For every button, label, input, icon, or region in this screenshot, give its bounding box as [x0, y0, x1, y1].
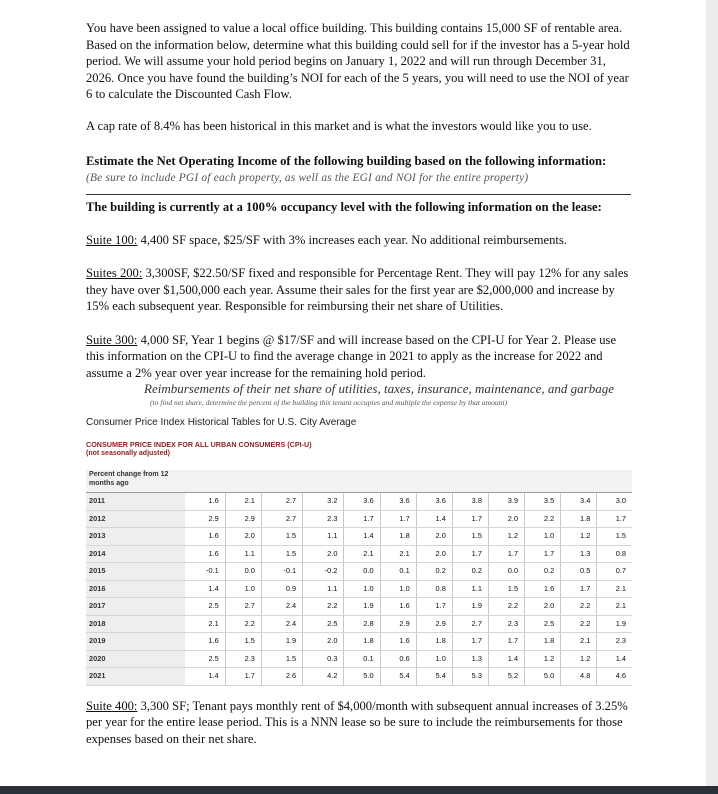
cpi-value-cell: 1.7 [452, 510, 488, 528]
cpi-value-cell: 2.9 [185, 510, 225, 528]
cpi-value-cell: 2.8 [344, 615, 380, 633]
cpi-row-2017 [86, 598, 632, 616]
cpi-value-cell: 2.3 [488, 615, 524, 633]
cpi-year-cell: 2018 [86, 615, 185, 633]
cpi-value-cell: 1.7 [597, 510, 632, 528]
cpi-year-cell: 2011 [86, 493, 185, 511]
cpi-value-cell: 2.9 [380, 615, 416, 633]
cpi-value-cell: 1.9 [261, 633, 302, 651]
cpi-value-cell: 1.4 [597, 650, 632, 668]
cpi-value-cell: 2.4 [261, 615, 302, 633]
cpi-value-cell: 2.2 [525, 510, 561, 528]
cpi-value-cell: 2.1 [597, 580, 632, 598]
suite-400 [86, 698, 631, 748]
cpi-value-cell: 0.3 [303, 650, 344, 668]
suite-text: 4,400 SF space, $25/SF with 3% increases each year. No additional reimbursements. [137, 232, 567, 247]
cpi-value-cell: 1.5 [261, 528, 302, 546]
cpi-value-cell: -0.2 [303, 563, 344, 581]
cpi-row-2016 [86, 580, 632, 598]
document-content [86, 20, 631, 747]
cpi-value-cell: 3.6 [344, 493, 380, 511]
cpi-row-2018 [86, 615, 632, 633]
suite-100 [86, 232, 631, 249]
bottom-bar [0, 786, 718, 794]
suite-300 [86, 332, 631, 382]
cpi-value-cell: 1.7 [225, 668, 261, 686]
cpi-value-cell: 1.0 [380, 580, 416, 598]
reimbursement-line: Reimbursements of their net share of utilities, taxes, insurance, maintenance, and garbage [144, 381, 614, 396]
cpi-value-cell: 0.2 [452, 563, 488, 581]
cpi-value-cell: 1.7 [416, 598, 452, 616]
cpi-year-cell: 2014 [86, 545, 185, 563]
cpi-bls-title: CONSUMER PRICE INDEX FOR ALL URBAN CONSUMERS (CPI-U) [86, 440, 312, 449]
cpi-value-cell: 3.2 [303, 493, 344, 511]
cpi-value-cell: 1.7 [380, 510, 416, 528]
cpi-value-cell: 1.3 [561, 545, 597, 563]
cpi-value-cell: 2.2 [561, 598, 597, 616]
cpi-value-cell: 2.7 [452, 615, 488, 633]
cpi-value-cell: 1.8 [561, 510, 597, 528]
cpi-value-cell: 1.0 [416, 650, 452, 668]
reimbursement-note: (to find net share, determine the percent of the building this tenant occupies and multiple the expense by that amount) [150, 397, 508, 407]
suite-title: Suite 400: [86, 698, 138, 713]
cpi-row-2021 [86, 668, 632, 686]
cpi-value-cell: 2.7 [261, 493, 302, 511]
suite-text: 4,000 SF, Year 1 begins @ $17/SF and will increase based on the CPI-U for Year 2. Please use this information on the CPI-U to find the average change in 2021 to apply as the increase for 2022 and assume a 2% year over year increase for the remaining hold period. [86, 332, 617, 380]
cpi-year-cell: 2020 [86, 650, 185, 668]
cpi-value-cell: 2.1 [597, 598, 632, 616]
cpi-value-cell: 1.6 [185, 545, 225, 563]
cpi-value-cell: 1.6 [380, 633, 416, 651]
cpi-value-cell: 1.5 [597, 528, 632, 546]
cpi-value-cell: 4.8 [561, 668, 597, 686]
cpi-value-cell: 2.0 [416, 528, 452, 546]
cpi-value-cell: 5.4 [416, 668, 452, 686]
cpi-bls-subtitle: (not seasonally adjusted) [86, 450, 171, 457]
cpi-year-cell: 2021 [86, 668, 185, 686]
cpi-value-cell: 1.9 [452, 598, 488, 616]
suite-title: Suite 300: [86, 332, 138, 347]
cpi-value-cell: 1.1 [303, 528, 344, 546]
cpi-row-2014 [86, 545, 632, 563]
cpi-value-cell: 1.7 [488, 633, 524, 651]
suite-text: 3,300 SF; Tenant pays monthly rent of $4,000/month with subsequent annual increases of 3.25% per year for the entire lease period. This is a NNN lease so be sure to include the reimbursements for those expenses based on their net share. [86, 698, 628, 746]
cpi-value-cell: 4.2 [303, 668, 344, 686]
cpi-value-cell: 1.6 [525, 580, 561, 598]
cpi-value-cell: 2.0 [525, 598, 561, 616]
cpi-value-cell: 0.2 [416, 563, 452, 581]
suite-200 [86, 265, 631, 315]
cpi-value-cell: 2.1 [225, 493, 261, 511]
cpi-value-cell: 1.7 [561, 580, 597, 598]
cpi-value-cell: 1.9 [344, 598, 380, 616]
cpi-value-cell: 2.0 [225, 528, 261, 546]
cpi-value-cell: 1.0 [344, 580, 380, 598]
cpi-value-cell: 1.0 [225, 580, 261, 598]
cpi-value-cell: 1.2 [488, 528, 524, 546]
cpi-value-cell: -0.1 [261, 563, 302, 581]
cpi-value-cell: 0.7 [597, 563, 632, 581]
cpi-row-2020 [86, 650, 632, 668]
cpi-value-cell: 5.0 [344, 668, 380, 686]
cpi-value-cell: 1.6 [185, 528, 225, 546]
cpi-row-2013 [86, 528, 632, 546]
cpi-row-2019 [86, 633, 632, 651]
cpi-table-header: Percent change from 12 months ago [86, 470, 185, 493]
cpi-value-cell: 2.6 [261, 668, 302, 686]
cpi-value-cell: 2.3 [303, 510, 344, 528]
cpi-value-cell: 2.9 [416, 615, 452, 633]
cpi-value-cell: 1.2 [561, 528, 597, 546]
cpi-value-cell: 2.3 [597, 633, 632, 651]
cpi-year-cell: 2019 [86, 633, 185, 651]
cpi-value-cell: 1.4 [488, 650, 524, 668]
cpi-value-cell: 1.8 [344, 633, 380, 651]
cpi-value-cell: 1.5 [452, 528, 488, 546]
estimate-hint: (Be sure to include PGI of each property, as well as the EGI and NOI for the entire property) [86, 171, 529, 184]
cpi-value-cell: 4.6 [597, 668, 632, 686]
cpi-value-cell: 2.3 [225, 650, 261, 668]
cpi-value-cell: 2.7 [225, 598, 261, 616]
cpi-value-cell: 0.9 [261, 580, 302, 598]
cpi-value-cell: 5.0 [525, 668, 561, 686]
cpi-row-2012 [86, 510, 632, 528]
suite-text: 3,300SF, $22.50/SF fixed and responsible for Percentage Rent. They will pay 12% for any sales they have over $1,500,000 each year. Assume their sales for the first year are $2,000,000 and increase by 15% each subsequent year. Responsible for reimbursing their net share of Utilities. [86, 266, 629, 313]
cpi-value-cell: 1.5 [261, 545, 302, 563]
cpi-value-cell: 1.4 [185, 668, 225, 686]
cpi-value-cell: 1.8 [380, 528, 416, 546]
cpi-value-cell: 2.1 [561, 633, 597, 651]
cpi-value-cell: 1.7 [488, 545, 524, 563]
cpi-row-2015 [86, 563, 632, 581]
suite-title: Suites 200: [86, 266, 143, 280]
cpi-value-cell: 2.2 [561, 615, 597, 633]
occupancy-heading: The building is currently at a 100% occupancy level with the following information on the lease: [86, 194, 631, 216]
cpi-value-cell: 0.8 [597, 545, 632, 563]
cpi-value-cell: 2.5 [525, 615, 561, 633]
cpi-value-cell: 1.6 [185, 493, 225, 511]
cpi-value-cell: 0.0 [225, 563, 261, 581]
cpi-value-cell: 2.9 [225, 510, 261, 528]
cpi-year-cell: 2012 [86, 510, 185, 528]
cpi-value-cell: 1.7 [452, 545, 488, 563]
cpi-value-cell: 2.2 [303, 598, 344, 616]
cpi-value-cell: 3.0 [597, 493, 632, 511]
cpi-value-cell: 2.0 [303, 633, 344, 651]
cpi-value-cell: 3.4 [561, 493, 597, 511]
cpi-value-cell: 5.2 [488, 668, 524, 686]
cpi-value-cell: 1.4 [416, 510, 452, 528]
cpi-value-cell: 1.0 [525, 528, 561, 546]
cpi-value-cell: 3.6 [380, 493, 416, 511]
cpi-value-cell: 0.2 [525, 563, 561, 581]
cpi-value-cell: 1.4 [344, 528, 380, 546]
cpi-value-cell: 2.1 [185, 615, 225, 633]
cpi-value-cell: 0.0 [344, 563, 380, 581]
cpi-value-cell: 1.9 [597, 615, 632, 633]
cpi-value-cell: 2.1 [380, 545, 416, 563]
cpi-value-cell: 2.0 [416, 545, 452, 563]
cpi-value-cell: 3.6 [416, 493, 452, 511]
cpi-value-cell: 1.7 [344, 510, 380, 528]
cpi-year-cell: 2015 [86, 563, 185, 581]
cpi-year-cell: 2013 [86, 528, 185, 546]
cpi-value-cell: 2.2 [488, 598, 524, 616]
cpi-value-cell: 0.1 [344, 650, 380, 668]
cpi-year-cell: 2017 [86, 598, 185, 616]
cpi-value-cell: 2.5 [185, 598, 225, 616]
estimate-heading: Estimate the Net Operating Income of the following building based on the following information: [86, 154, 607, 168]
cpi-year-cell: 2016 [86, 580, 185, 598]
cpi-value-cell: 2.0 [488, 510, 524, 528]
cpi-value-cell: 2.4 [261, 598, 302, 616]
cpi-row-2011 [86, 493, 632, 511]
suite-title: Suite 100: [86, 232, 138, 247]
cpi-value-cell: 1.6 [380, 598, 416, 616]
cpi-value-cell: 1.1 [225, 545, 261, 563]
cpi-value-cell: 2.1 [344, 545, 380, 563]
cpi-value-cell: 2.5 [185, 650, 225, 668]
cpi-value-cell: 3.9 [488, 493, 524, 511]
cpi-value-cell: -0.1 [185, 563, 225, 581]
cpi-value-cell: 1.4 [185, 580, 225, 598]
cpi-value-cell: 0.5 [561, 563, 597, 581]
cpi-value-cell: 1.8 [416, 633, 452, 651]
cpi-value-cell: 1.6 [185, 633, 225, 651]
cpi-table-heading: Consumer Price Index Historical Tables for U.S. City Average [86, 416, 357, 428]
cpi-value-cell: 0.8 [416, 580, 452, 598]
cpi-value-cell: 2.7 [261, 510, 302, 528]
intro-paragraph: You have been assigned to value a local office building. This building contains 15,000 SF of rentable area. Based on the information below, determine what this building could sell for if the investor has a 5-year hold period. We will assume your hold period begins on January 1, 2022 and will run through December 31, 2026. Once you have found the building’s NOI for each of the 5 years, you will need to use the NOI of year 6 to calculate the Discounted Cash Flow. [86, 21, 630, 101]
cpi-value-cell: 1.1 [303, 580, 344, 598]
cpi-value-cell: 0.0 [488, 563, 524, 581]
cpi-value-cell: 1.5 [261, 650, 302, 668]
cpi-value-cell: 5.3 [452, 668, 488, 686]
cpi-value-cell: 1.1 [452, 580, 488, 598]
cpi-value-cell: 1.7 [525, 545, 561, 563]
cpi-value-cell: 3.5 [525, 493, 561, 511]
cpi-value-cell: 1.3 [452, 650, 488, 668]
cpi-value-cell: 5.4 [380, 668, 416, 686]
cpi-value-cell: 1.5 [225, 633, 261, 651]
cpi-table [86, 470, 632, 686]
cpi-value-cell: 1.2 [525, 650, 561, 668]
cpi-value-cell: 0.6 [380, 650, 416, 668]
page-margin [706, 0, 718, 786]
cpi-value-cell: 1.8 [525, 633, 561, 651]
cpi-value-cell: 1.2 [561, 650, 597, 668]
cpi-value-cell: 2.0 [303, 545, 344, 563]
cpi-value-cell: 2.2 [225, 615, 261, 633]
cpi-value-cell: 2.5 [303, 615, 344, 633]
cpi-value-cell: 1.5 [488, 580, 524, 598]
cpi-value-cell: 3.8 [452, 493, 488, 511]
cpi-value-cell: 1.7 [452, 633, 488, 651]
cpi-value-cell: 0.1 [380, 563, 416, 581]
cpi-table-header-row [86, 470, 632, 493]
cap-rate-paragraph: A cap rate of 8.4% has been historical in this market and is what the investors would like you to use. [86, 118, 592, 133]
